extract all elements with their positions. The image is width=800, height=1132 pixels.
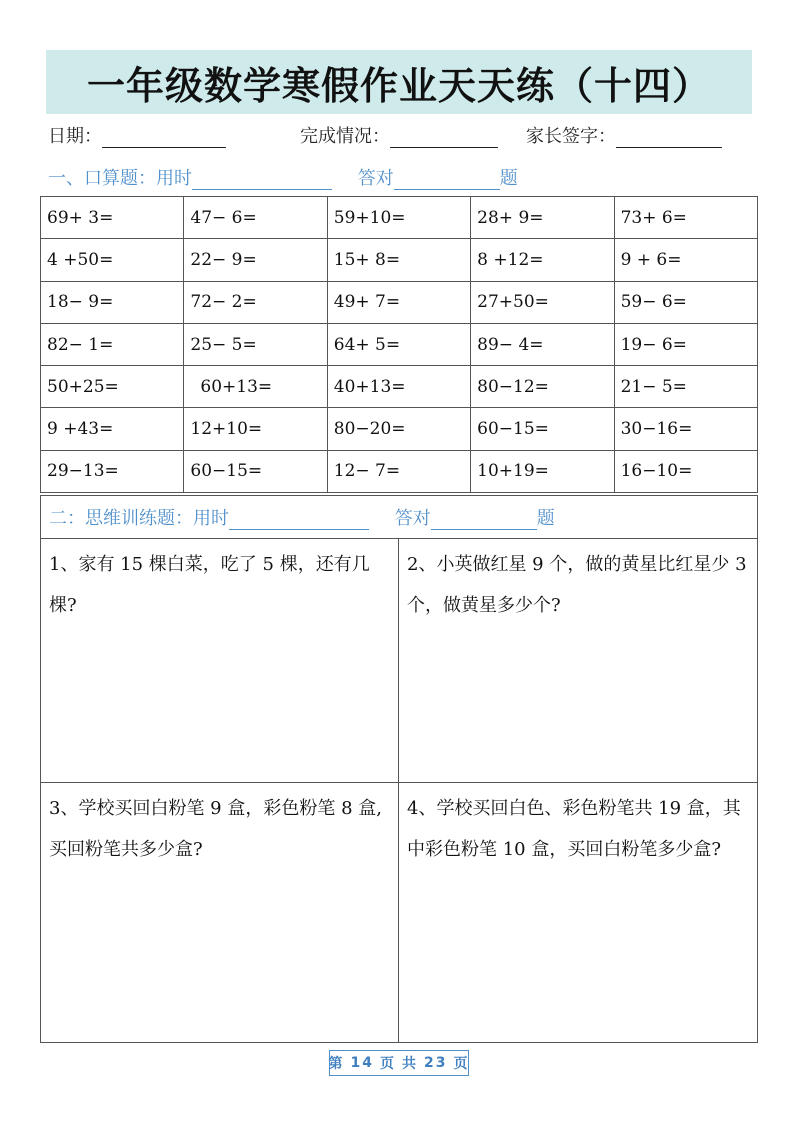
- calc-cell: 49+ 7=: [327, 281, 470, 323]
- section2-time-blank[interactable]: [229, 510, 369, 530]
- calc-cell: 16−10=: [614, 450, 757, 492]
- problem-1: 1、家有 15 棵白菜，吃了 5 棵，还有几棵?: [49, 554, 370, 616]
- calc-cell: 60+13=: [184, 366, 327, 408]
- calc-cell: 47− 6=: [184, 197, 327, 239]
- problem-4: 4、学校买回白色、彩色粉笔共 19 盒，其中彩色粉笔 10 盒，买回白粉笔多少盒?: [407, 798, 741, 860]
- calc-cell: 12− 7=: [327, 450, 470, 492]
- calc-cell: 10+19=: [471, 450, 614, 492]
- section1-correct-label: 答对: [357, 168, 394, 189]
- table-row: [41, 366, 758, 408]
- page-prefix: 第: [328, 1056, 345, 1072]
- section2-unit: 题: [536, 508, 555, 529]
- calc-cell: 4 +50=: [41, 239, 184, 281]
- calc-cell: 18− 9=: [41, 281, 184, 323]
- problem-3: 3、学校买回白粉笔 9 盒，彩色粉笔 8 盒,买回粉笔共多少盒?: [49, 798, 382, 860]
- calc-cell: 60−15=: [471, 408, 614, 450]
- total-page-number: 23: [424, 1055, 448, 1071]
- total-word: 共: [402, 1056, 418, 1072]
- current-page-number: 14: [350, 1055, 374, 1071]
- calc-cell: 9 +43=: [41, 408, 184, 450]
- calc-cell: 21− 5=: [614, 366, 757, 408]
- calc-cell: 82− 1=: [41, 323, 184, 365]
- table-row: [41, 323, 758, 365]
- parent-sign-label: 家长签字：: [526, 126, 616, 147]
- calc-cell: 19− 6=: [614, 323, 757, 365]
- calc-cell: 15+ 8=: [327, 239, 470, 281]
- calc-cell: 89− 4=: [471, 323, 614, 365]
- table-row: [41, 281, 758, 323]
- section2-correct-label: 答对: [394, 508, 431, 529]
- problem-2: 2、小英做红星 9 个，做的黄星比红星少 3 个，做黄星多少个?: [407, 554, 747, 616]
- table-row: [41, 239, 758, 281]
- calc-cell: 59− 6=: [614, 281, 757, 323]
- calc-cell: 12+10=: [184, 408, 327, 450]
- section2-heading: [49, 504, 555, 530]
- section1-time-blank[interactable]: [192, 170, 332, 190]
- calc-cell: 50+25=: [41, 366, 184, 408]
- calculation-table: [40, 196, 758, 493]
- completion-field: [300, 122, 498, 148]
- section1-title: 一、口算题：用时: [48, 168, 192, 189]
- calc-cell: 30−16=: [614, 408, 757, 450]
- calc-cell: 27+50=: [471, 281, 614, 323]
- calc-cell: 9 + 6=: [614, 239, 757, 281]
- date-field: [48, 122, 226, 148]
- calc-cell: 64+ 5=: [327, 323, 470, 365]
- section1-unit: 题: [499, 168, 518, 189]
- parent-sign-blank[interactable]: [616, 128, 722, 148]
- page-title: 一年级数学寒假作业天天练（十四）: [86, 63, 711, 108]
- calc-cell: 69+ 3=: [41, 197, 184, 239]
- completion-blank[interactable]: [390, 128, 498, 148]
- page-number-badge: [329, 1050, 469, 1076]
- section1-correct-blank[interactable]: [394, 170, 500, 190]
- calc-cell: 59+10=: [327, 197, 470, 239]
- calc-cell: 22− 9=: [184, 239, 327, 281]
- section2-title: 二：思维训练题：用时: [49, 508, 229, 529]
- date-blank[interactable]: [102, 128, 226, 148]
- completion-label: 完成情况：: [300, 126, 390, 147]
- calc-cell: 29−13=: [41, 450, 184, 492]
- section2-header-row: [41, 496, 757, 539]
- parent-sign-field: [526, 122, 722, 148]
- info-row: [48, 122, 758, 152]
- date-label: 日期：: [48, 126, 102, 147]
- calc-cell: 73+ 6=: [614, 197, 757, 239]
- calc-cell: 28+ 9=: [471, 197, 614, 239]
- calc-cell: 25− 5=: [184, 323, 327, 365]
- calc-cell: 80−20=: [327, 408, 470, 450]
- row-divider: [41, 782, 757, 783]
- title-banner: [46, 50, 752, 114]
- thinking-problems-box: [40, 495, 758, 1043]
- page-word-2: 页: [453, 1056, 470, 1072]
- calc-cell: 8 +12=: [471, 239, 614, 281]
- table-row: [41, 197, 758, 239]
- table-row: [41, 450, 758, 492]
- page-word: 页: [380, 1056, 396, 1072]
- calc-cell: 80−12=: [471, 366, 614, 408]
- section1-heading: [48, 164, 518, 190]
- calc-cell: 40+13=: [327, 366, 470, 408]
- calc-cell: 72− 2=: [184, 281, 327, 323]
- table-row: [41, 408, 758, 450]
- section2-correct-blank[interactable]: [431, 510, 537, 530]
- calc-cell: 60−15=: [184, 450, 327, 492]
